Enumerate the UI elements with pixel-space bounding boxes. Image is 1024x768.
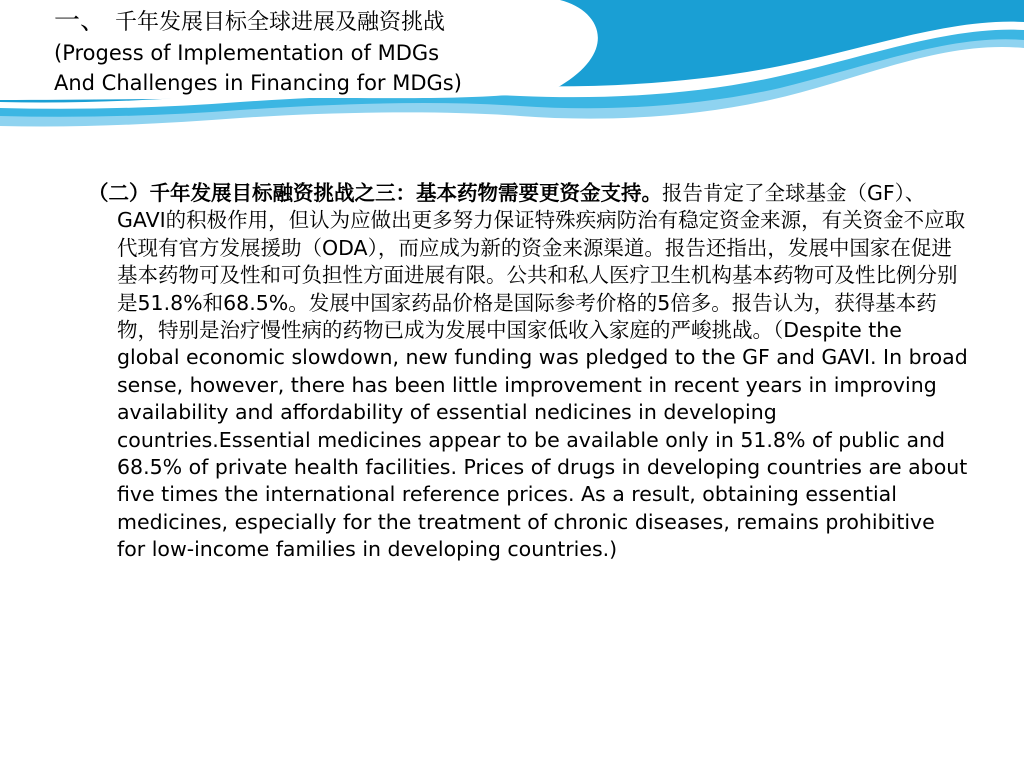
title-number: 一、 (54, 6, 107, 36)
title-cn: 千年发展目标全球进展及融资挑战 (115, 10, 446, 35)
body-paragraph (88, 180, 968, 564)
title-en-line1: (Progess of Implementation of MDGs (54, 41, 440, 65)
slide-title (54, 6, 462, 98)
lead-heading: （二）千年发展目标融资挑战之三：基本药物需要更资金支持。 (88, 181, 662, 205)
title-cn-line (54, 6, 462, 38)
body-text-en: （Despite the global economic slowdown, new funding was pledged to the GF and GAVI. In broad sense, however, there has been little improvement in recent years in improving availability and affordability of essential nedicines in developing countries.Essential medicines appear to be available only in 51.8% of public and 68.5% of private health facilities. Prices of drugs in developing countries are about five times the international reference prices. As a result, obtaining essential medicines, especially for the treatment of chronic diseases, remains prohibitive for low-income families in developing countries.) (117, 318, 968, 562)
body-text-cn: 报告肯定了全球基金（GF）、GAVI的积极作用，但认为应做出更多努力保证特殊疾病防治有稳定资金来源，有关资金不应取代现有官方发展援助（ODA），而应成为新的资金来源渠道。报告还指出，发展中国家在促进基本药物可及性和可负担性方面进展有限。公共和私人医疗卫生机构基本药物可及性比例分别是51.8%和68.5%。发展中国家药品价格是国际参考价格的5倍多。报告认为，获得基本药物，特别是治疗慢性病的药物已成为发展中国家低收入家庭的严峻挑战。 (117, 181, 966, 343)
title-en-line2: And Challenges in Financing for MDGs) (54, 71, 462, 95)
body-text (88, 180, 968, 564)
